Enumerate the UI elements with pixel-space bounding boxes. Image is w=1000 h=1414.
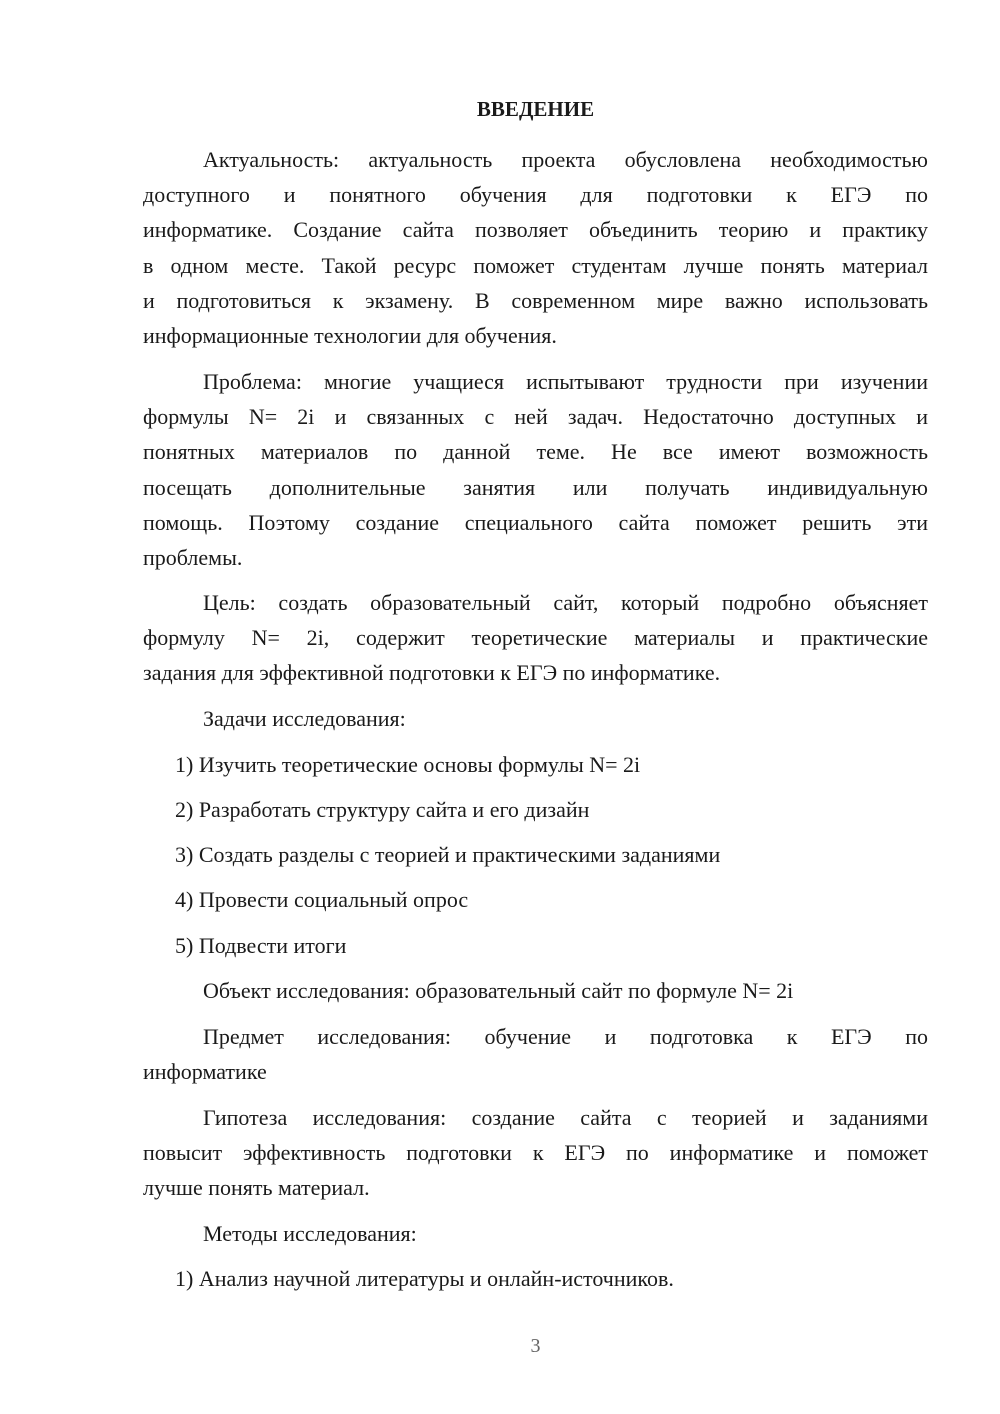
paragraph-line: повысит эффективность подготовки к ЕГЭ по информатике и поможет	[143, 1140, 928, 1166]
section-title: ВВЕДЕНИЕ	[476, 97, 595, 121]
paragraph-line: Цель: создать образовательный сайт, который подробно объясняет	[203, 590, 928, 615]
paragraph-line: и подготовиться к экзамену. В современном мире важно использовать	[143, 287, 928, 313]
paragraph-line: формулу N= 2i, содержит теоретические материалы и практические	[143, 625, 928, 651]
paragraph-line: Объект исследования: образовательный сайт по формуле N= 2i	[203, 978, 794, 1003]
list-item: 1) Изучить теоретические основы формулы N= 2i	[175, 752, 641, 777]
paragraph-line: понятных материалов по данной теме. Не все имеют возможность	[143, 439, 928, 465]
paragraph-line: в одном месте. Такой ресурс поможет студентам лучше понять материал	[143, 252, 928, 278]
paragraph-line: Методы исследования:	[203, 1221, 417, 1246]
paragraph-line: помощь. Поэтому создание специального сайта поможет решить эти	[143, 509, 928, 535]
paragraph-line: лучше понять материал.	[143, 1175, 370, 1201]
paragraph-line: Задачи исследования:	[203, 706, 406, 731]
paragraph-line: информатике	[143, 1059, 267, 1085]
paragraph-line: Гипотеза исследования: создание сайта с теорией и заданиями	[203, 1105, 928, 1130]
paragraph-line: Актуальность: актуальность проекта обусловлена необходимостью	[203, 147, 928, 172]
list-item: 3) Создать разделы с теорией и практическими заданиями	[175, 842, 721, 867]
paragraph-line: информационные технологии для обучения.	[143, 323, 557, 348]
list-item: 5) Подвести итоги	[175, 933, 347, 958]
paragraph-line: проблемы.	[143, 545, 243, 570]
paragraph-line: Проблема: многие учащиеся испытывают трудности при изучении	[203, 369, 928, 394]
paragraph-line: посещать дополнительные занятия или получать индивидуальную	[143, 474, 928, 500]
paragraph-line: формулы N= 2i и связанных с ней задач. Недостаточно доступных и	[143, 404, 928, 430]
paragraph-line: доступного и понятного обучения для подготовки к ЕГЭ по	[143, 182, 928, 208]
list-item: 2) Разработать структуру сайта и его дизайн	[175, 797, 590, 822]
list-item: 1) Анализ научной литературы и онлайн-источников.	[175, 1266, 674, 1291]
paragraph-line: Предмет исследования: обучение и подготовка к ЕГЭ по	[203, 1024, 928, 1049]
paragraph-line: задания для эффективной подготовки к ЕГЭ по информатике.	[143, 660, 721, 686]
paragraph-line: информатике. Создание сайта позволяет объединить теорию и практику	[143, 217, 928, 243]
page-number: 3	[530, 1335, 541, 1357]
list-item: 4) Провести социальный опрос	[175, 887, 469, 912]
